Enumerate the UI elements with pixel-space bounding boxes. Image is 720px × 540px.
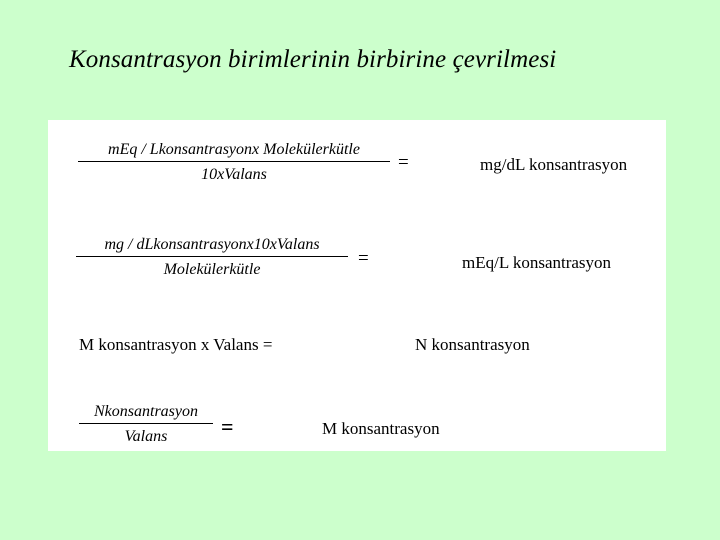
formula-4-result: M konsantrasyon: [322, 419, 440, 438]
formula-2-numerator: mg / dLkonsantrasyonx10xValans: [104, 236, 320, 253]
formula-1-result: mg/dL konsantrasyon: [480, 155, 628, 174]
formula-3-result: N konsantrasyon: [415, 335, 530, 354]
formula-1-numerator: mEq / Lkonsantrasyonx Molekülerkütle: [108, 141, 360, 158]
formula-2-equals: =: [358, 248, 369, 269]
slide-title: Konsantrasyon birimlerinin birbirine çevrilmesi: [69, 46, 557, 73]
formula-4-fraction: [79, 402, 213, 446]
formula-2-denominator: Molekülerkütle: [163, 261, 261, 278]
formula-2-result: mEq/L konsantrasyon: [462, 253, 612, 272]
formula-1-fraction: [78, 140, 390, 184]
formula-2-fraction-bar: [76, 256, 348, 257]
formula-4-equals: =: [221, 414, 234, 439]
formula-1-equals: =: [398, 152, 409, 173]
formula-panel: [48, 120, 666, 451]
formula-4-fraction-bar: [79, 423, 213, 424]
formula-4-denominator: Valans: [124, 428, 168, 445]
formula-1-fraction-bar: [78, 161, 390, 162]
formula-2-fraction: [76, 235, 348, 279]
formula-1-denominator: 10xValans: [201, 166, 267, 183]
formula-3-expression: M konsantrasyon x Valans =: [79, 335, 273, 354]
formula-4-numerator: Nkonsantrasyon: [94, 403, 198, 420]
